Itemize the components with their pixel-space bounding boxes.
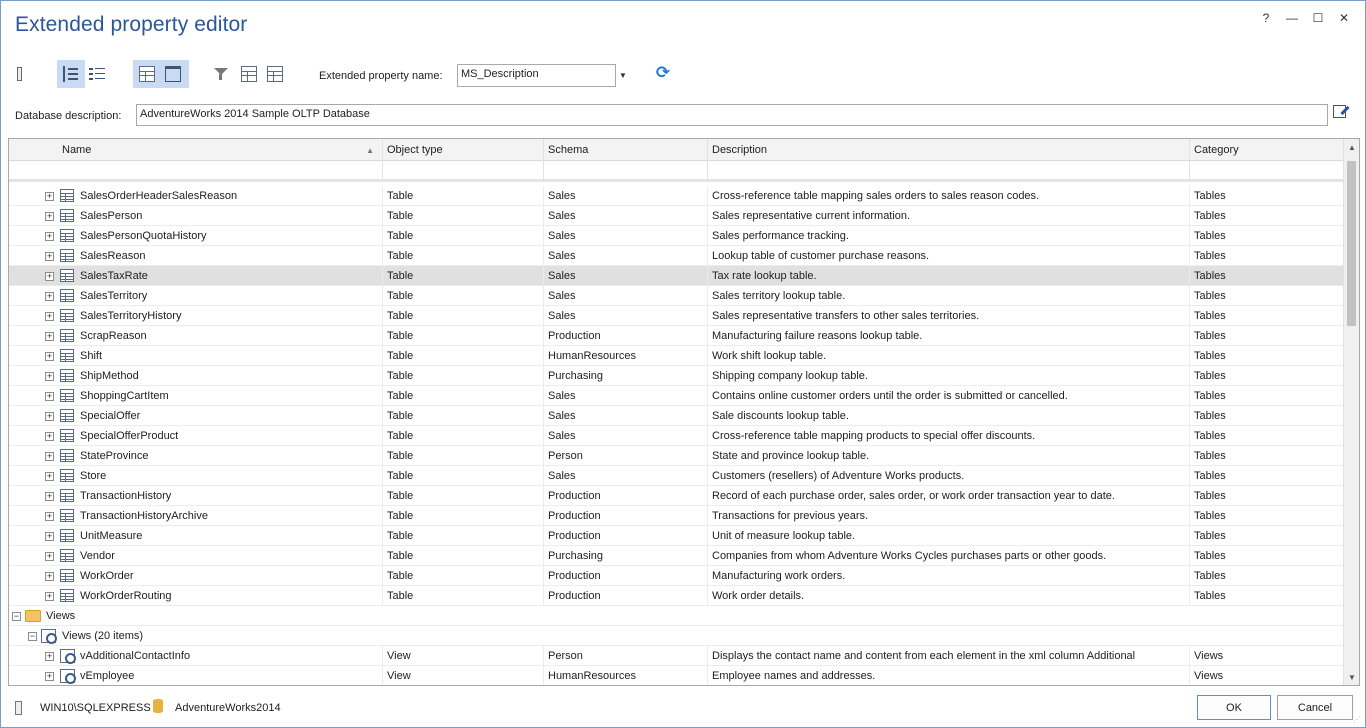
table-icon	[60, 309, 74, 322]
description-cell[interactable]: State and province lookup table.	[708, 446, 1190, 466]
table-icon	[267, 66, 283, 82]
object-type-cell[interactable]: Table	[383, 266, 544, 286]
window-title: Extended property editor	[15, 13, 248, 36]
table-row[interactable]	[9, 346, 1344, 366]
description-cell[interactable]: Employee names and addresses.	[708, 666, 1190, 686]
description-cell[interactable]: Displays the contact name and content from each element in the xml column Additional	[708, 646, 1190, 666]
schema-cell[interactable]: Production	[544, 526, 708, 546]
close-icon[interactable]: ✕	[1338, 11, 1350, 25]
name-cell[interactable]	[9, 426, 383, 446]
sort-ascending-icon: ▲	[366, 146, 374, 155]
name-cell[interactable]	[9, 386, 383, 406]
column-header-name-label: Name	[62, 144, 92, 156]
column-header-description[interactable]: Description	[708, 139, 1190, 161]
table-row[interactable]	[9, 186, 1344, 206]
table-row[interactable]	[9, 566, 1344, 586]
filter-icon	[213, 66, 229, 82]
object-name: SalesPersonQuotaHistory	[80, 230, 207, 242]
object-name: SpecialOfferProduct	[80, 430, 179, 442]
schema-cell[interactable]: Production	[544, 566, 708, 586]
filter-button[interactable]	[209, 59, 233, 89]
window-controls	[1253, 7, 1357, 29]
help-icon[interactable]: ?	[1262, 11, 1270, 25]
schema-cell[interactable]: Production	[544, 586, 708, 606]
table-row[interactable]	[9, 306, 1344, 326]
table-row[interactable]	[9, 526, 1344, 546]
ok-button[interactable]: OK	[1197, 695, 1271, 720]
category-cell[interactable]: Tables	[1190, 186, 1344, 206]
single-layout-button[interactable]	[161, 59, 185, 89]
table-row[interactable]	[9, 366, 1344, 386]
name-cell[interactable]	[9, 186, 383, 206]
category-cell[interactable]: Tables	[1190, 466, 1344, 486]
scroll-down-icon[interactable]: ▼	[1348, 672, 1356, 682]
object-type-cell[interactable]: Table	[383, 486, 544, 506]
description-cell[interactable]: Cross-reference table mapping products to special offer discounts.	[708, 426, 1190, 446]
refresh-icon[interactable]: ⟳	[655, 63, 671, 82]
description-cell[interactable]: Customers (resellers) of Adventure Works products.	[708, 466, 1190, 486]
expand-icon[interactable]: +	[46, 391, 53, 401]
object-type-cell[interactable]: Table	[383, 226, 544, 246]
expand-icon[interactable]: +	[46, 291, 53, 301]
object-name: SpecialOffer	[80, 410, 141, 422]
table-row[interactable]	[9, 266, 1344, 286]
object-type-cell[interactable]: Table	[383, 206, 544, 226]
table-icon	[60, 209, 74, 222]
name-cell[interactable]	[9, 286, 383, 306]
object-name: TransactionHistoryArchive	[80, 510, 208, 522]
category-cell[interactable]: Tables	[1190, 526, 1344, 546]
view-icon	[60, 649, 75, 663]
object-name: SalesTaxRate	[80, 270, 148, 282]
filter-cell-name[interactable]	[9, 161, 383, 181]
category-cell[interactable]: Tables	[1190, 566, 1344, 586]
group-row-views[interactable]	[9, 626, 1344, 646]
description-cell[interactable]: Sale discounts lookup table.	[708, 406, 1190, 426]
object-type-cell[interactable]: Table	[383, 506, 544, 526]
column-header-name[interactable]	[9, 139, 383, 161]
description-cell[interactable]: Lookup table of customer purchase reasons.	[708, 246, 1190, 266]
schema-cell[interactable]: Production	[544, 326, 708, 346]
tree-view-button[interactable]	[59, 59, 83, 89]
object-type-cell[interactable]: Table	[383, 186, 544, 206]
name-cell[interactable]	[9, 226, 383, 246]
expand-icon[interactable]: +	[46, 191, 53, 201]
object-type-cell[interactable]: Table	[383, 566, 544, 586]
expand-icon[interactable]: +	[46, 551, 53, 561]
expand-icon[interactable]: +	[46, 651, 53, 661]
collapse-icon[interactable]: −	[29, 631, 36, 641]
schema-cell[interactable]: Sales	[544, 186, 708, 206]
name-cell[interactable]	[9, 526, 383, 546]
folder-row-views[interactable]	[9, 606, 1344, 626]
schema-cell[interactable]: Sales	[544, 266, 708, 286]
database-icon	[153, 699, 163, 713]
name-cell[interactable]	[9, 246, 383, 266]
name-cell[interactable]	[9, 566, 383, 586]
table-icon	[60, 529, 74, 542]
object-type-cell[interactable]: Table	[383, 426, 544, 446]
view-icon	[60, 669, 75, 683]
table-row[interactable]	[9, 206, 1344, 226]
table-row[interactable]	[9, 586, 1344, 606]
object-name: TransactionHistory	[80, 490, 172, 502]
schema-cell[interactable]: HumanResources	[544, 346, 708, 366]
object-type-cell[interactable]: Table	[383, 366, 544, 386]
filter-row	[9, 161, 1344, 182]
schema-cell[interactable]: Sales	[544, 246, 708, 266]
table-icon	[60, 449, 74, 462]
name-cell[interactable]	[9, 666, 383, 686]
object-name: WorkOrder	[80, 570, 134, 582]
category-cell[interactable]: Tables	[1190, 266, 1344, 286]
extended-property-label: Extended property name:	[319, 70, 443, 82]
name-cell[interactable]	[9, 306, 383, 326]
table-icon	[60, 369, 74, 382]
table-icon	[60, 409, 74, 422]
category-cell[interactable]: Tables	[1190, 306, 1344, 326]
category-cell[interactable]: Tables	[1190, 346, 1344, 366]
description-cell[interactable]: Cross-reference table mapping sales orders to sales reason codes.	[708, 186, 1190, 206]
description-cell[interactable]: Transactions for previous years.	[708, 506, 1190, 526]
table-icon	[60, 329, 74, 342]
object-type-cell[interactable]: Table	[383, 546, 544, 566]
table-icon	[60, 289, 74, 302]
extended-property-combo[interactable]: MS_Description	[457, 64, 616, 87]
name-cell[interactable]	[9, 466, 383, 486]
schema-cell[interactable]: Purchasing	[544, 546, 708, 566]
server-toggle-button[interactable]	[9, 59, 29, 89]
expand-icon[interactable]: +	[46, 471, 53, 481]
cancel-button[interactable]: Cancel	[1277, 695, 1353, 720]
folder-label: Views	[46, 610, 76, 622]
name-cell[interactable]	[9, 346, 383, 366]
category-cell[interactable]: Tables	[1190, 286, 1344, 306]
object-name: ShipMethod	[80, 370, 139, 382]
expand-icon[interactable]: +	[46, 371, 53, 381]
scroll-up-icon[interactable]: ▲	[1348, 142, 1356, 152]
schema-cell[interactable]: Sales	[544, 286, 708, 306]
description-cell[interactable]: Tax rate lookup table.	[708, 266, 1190, 286]
expand-icon[interactable]: +	[46, 531, 53, 541]
object-name: vEmployee	[80, 670, 135, 682]
table-icon	[60, 429, 74, 442]
schema-cell[interactable]: Sales	[544, 466, 708, 486]
scrollbar-thumb[interactable]	[1347, 161, 1356, 326]
category-cell[interactable]: Tables	[1190, 486, 1344, 506]
name-cell[interactable]	[9, 446, 383, 466]
database-description-input[interactable]: AdventureWorks 2014 Sample OLTP Database	[136, 104, 1328, 126]
object-type-cell[interactable]: View	[383, 646, 544, 666]
column-header-object-type[interactable]: Object type	[383, 139, 544, 161]
object-name: SalesTerritory	[80, 290, 148, 302]
schema-cell[interactable]: Purchasing	[544, 366, 708, 386]
name-cell[interactable]	[9, 506, 383, 526]
table-icon	[60, 269, 74, 282]
object-type-cell[interactable]: Table	[383, 466, 544, 486]
category-cell[interactable]: Tables	[1190, 546, 1344, 566]
table-row[interactable]	[9, 226, 1344, 246]
category-cell[interactable]: Tables	[1190, 206, 1344, 226]
description-cell[interactable]: Companies from whom Adventure Works Cycles purchases parts or other goods.	[708, 546, 1190, 566]
category-cell[interactable]: Tables	[1190, 226, 1344, 246]
description-cell[interactable]: Sales representative current information.	[708, 206, 1190, 226]
schema-cell[interactable]: Sales	[544, 426, 708, 446]
object-name: Shift	[80, 350, 103, 362]
table-row[interactable]	[9, 466, 1344, 486]
column-header-schema[interactable]: Schema	[544, 139, 708, 161]
object-type-cell[interactable]: View	[383, 666, 544, 686]
object-name: UnitMeasure	[80, 530, 143, 542]
category-cell[interactable]: Tables	[1190, 426, 1344, 446]
schema-cell[interactable]: Person	[544, 646, 708, 666]
export-button[interactable]	[237, 59, 261, 89]
table-icon	[60, 509, 74, 522]
vertical-scrollbar[interactable]	[1343, 139, 1359, 685]
category-cell[interactable]: Tables	[1190, 386, 1344, 406]
server-icon	[15, 701, 22, 715]
object-name: Store	[80, 470, 107, 482]
column-header-category[interactable]: Category	[1190, 139, 1344, 161]
expand-icon[interactable]: +	[46, 251, 53, 261]
table-row[interactable]	[9, 546, 1344, 566]
description-cell[interactable]: Contains online customer orders until the order is submitted or cancelled.	[708, 386, 1190, 406]
table-icon	[60, 489, 74, 502]
expand-icon[interactable]: +	[46, 331, 53, 341]
object-name: SalesPerson	[80, 210, 143, 222]
table-icon	[60, 349, 74, 362]
table-row[interactable]	[9, 406, 1344, 426]
table-icon	[60, 469, 74, 482]
object-type-cell[interactable]: Table	[383, 446, 544, 466]
description-cell[interactable]: Work order details.	[708, 586, 1190, 606]
object-type-cell[interactable]: Table	[383, 346, 544, 366]
object-name: StateProvince	[80, 450, 149, 462]
category-cell[interactable]: Views	[1190, 646, 1344, 666]
expand-icon[interactable]: +	[46, 351, 53, 361]
expand-icon[interactable]: +	[46, 491, 53, 501]
table-icon	[60, 549, 74, 562]
name-cell[interactable]	[9, 546, 383, 566]
name-cell[interactable]	[9, 266, 383, 286]
table-icon	[60, 589, 74, 602]
object-type-cell[interactable]: Table	[383, 306, 544, 326]
category-cell[interactable]: Tables	[1190, 246, 1344, 266]
table-row[interactable]	[9, 326, 1344, 346]
server-icon	[17, 67, 22, 81]
view-group-icon	[41, 629, 56, 643]
table-icon	[60, 249, 74, 262]
export-grid-icon	[241, 66, 257, 82]
expand-icon[interactable]: +	[46, 311, 53, 321]
schema-cell[interactable]: Sales	[544, 386, 708, 406]
object-name: vAdditionalContactInfo	[80, 650, 191, 662]
expand-icon[interactable]: +	[46, 671, 53, 681]
object-type-cell[interactable]: Table	[383, 386, 544, 406]
schema-cell[interactable]: Person	[544, 446, 708, 466]
expand-icon[interactable]: +	[46, 451, 53, 461]
object-name: Vendor	[80, 550, 115, 562]
chevron-down-icon[interactable]: ▼	[619, 71, 627, 80]
table-row[interactable]	[9, 486, 1344, 506]
description-cell[interactable]: Sales territory lookup table.	[708, 286, 1190, 306]
database-description-label: Database description:	[15, 110, 122, 122]
maximize-icon[interactable]: ☐	[1312, 11, 1324, 25]
object-type-cell[interactable]: Table	[383, 326, 544, 346]
table-row[interactable]	[9, 426, 1344, 446]
schema-cell[interactable]: Sales	[544, 306, 708, 326]
expand-icon[interactable]: +	[46, 211, 53, 221]
schema-cell[interactable]: Sales	[544, 226, 708, 246]
table-icon	[60, 229, 74, 242]
description-cell[interactable]: Unit of measure lookup table.	[708, 526, 1190, 546]
expand-icon[interactable]: +	[46, 271, 53, 281]
expand-icon[interactable]: +	[46, 591, 53, 601]
table-icon	[60, 189, 74, 202]
schema-cell[interactable]: Sales	[544, 206, 708, 226]
filter-cell-object-type[interactable]	[383, 161, 544, 181]
folder-icon	[25, 610, 41, 622]
category-cell[interactable]: Tables	[1190, 326, 1344, 346]
object-name: SalesOrderHeaderSalesReason	[80, 190, 238, 202]
server-name: WIN10\SQLEXPRESS	[40, 702, 151, 714]
category-cell[interactable]: Tables	[1190, 406, 1344, 426]
columns-button[interactable]	[263, 59, 287, 89]
expand-icon[interactable]: +	[46, 431, 53, 441]
name-cell[interactable]	[9, 406, 383, 426]
description-cell[interactable]: Work shift lookup table.	[708, 346, 1190, 366]
filter-cell-description[interactable]	[708, 161, 1190, 181]
table-row[interactable]	[9, 286, 1344, 306]
window-icon	[165, 66, 181, 82]
category-cell[interactable]: Tables	[1190, 446, 1344, 466]
split-layout-icon	[139, 66, 155, 82]
expand-icon[interactable]: +	[46, 411, 53, 421]
name-cell[interactable]	[9, 586, 383, 606]
category-cell[interactable]: Tables	[1190, 586, 1344, 606]
description-cell[interactable]: Sales performance tracking.	[708, 226, 1190, 246]
resize-grip-icon[interactable]: ⋰	[1353, 715, 1361, 724]
table-row[interactable]	[9, 446, 1344, 466]
name-cell[interactable]	[9, 486, 383, 506]
object-name: SalesReason	[80, 250, 146, 262]
table-row[interactable]	[9, 666, 1344, 686]
split-layout-button[interactable]	[135, 59, 159, 89]
minimize-icon[interactable]: —	[1286, 11, 1298, 25]
tree-list-icon	[63, 66, 79, 82]
category-cell[interactable]: Tables	[1190, 506, 1344, 526]
table-row[interactable]	[9, 646, 1344, 666]
category-cell[interactable]: Tables	[1190, 366, 1344, 386]
object-type-cell[interactable]: Table	[383, 526, 544, 546]
description-cell[interactable]: Manufacturing work orders.	[708, 566, 1190, 586]
filter-cell-category[interactable]	[1190, 161, 1344, 181]
filter-cell-schema[interactable]	[544, 161, 708, 181]
schema-cell[interactable]: Production	[544, 506, 708, 526]
name-cell[interactable]	[9, 206, 383, 226]
name-cell[interactable]	[9, 326, 383, 346]
object-name: ScrapReason	[80, 330, 147, 342]
object-name: WorkOrderRouting	[80, 590, 172, 602]
grid-header	[9, 139, 1344, 161]
description-cell[interactable]: Sales representative transfers to other sales territories.	[708, 306, 1190, 326]
edit-description-icon[interactable]	[1331, 103, 1351, 123]
category-cell[interactable]: Views	[1190, 666, 1344, 686]
object-name: ShoppingCartItem	[80, 390, 169, 402]
expand-icon[interactable]: +	[46, 231, 53, 241]
group-label: Views (20 items)	[62, 630, 144, 642]
table-row[interactable]	[9, 246, 1344, 266]
expand-icon[interactable]: +	[46, 511, 53, 521]
object-type-cell[interactable]: Table	[383, 246, 544, 266]
name-cell[interactable]	[9, 646, 383, 666]
description-cell[interactable]: Manufacturing failure reasons lookup table.	[708, 326, 1190, 346]
object-name: SalesTerritoryHistory	[80, 310, 182, 322]
object-type-cell[interactable]: Table	[383, 286, 544, 306]
flat-view-button[interactable]	[85, 59, 109, 89]
objects-grid	[8, 138, 1360, 686]
table-row[interactable]	[9, 386, 1344, 406]
description-cell[interactable]: Shipping company lookup table.	[708, 366, 1190, 386]
schema-cell[interactable]: Sales	[544, 406, 708, 426]
name-cell[interactable]	[9, 366, 383, 386]
schema-cell[interactable]: Production	[544, 486, 708, 506]
table-row[interactable]	[9, 506, 1344, 526]
table-icon	[60, 569, 74, 582]
expand-icon[interactable]: +	[46, 571, 53, 581]
collapse-icon[interactable]: −	[13, 611, 20, 621]
description-cell[interactable]: Record of each purchase order, sales order, or work order transaction year to date.	[708, 486, 1190, 506]
object-type-cell[interactable]: Table	[383, 586, 544, 606]
schema-cell[interactable]: HumanResources	[544, 666, 708, 686]
table-icon	[60, 389, 74, 402]
object-type-cell[interactable]: Table	[383, 406, 544, 426]
database-name: AdventureWorks2014	[175, 702, 281, 714]
flat-list-icon	[89, 66, 105, 82]
